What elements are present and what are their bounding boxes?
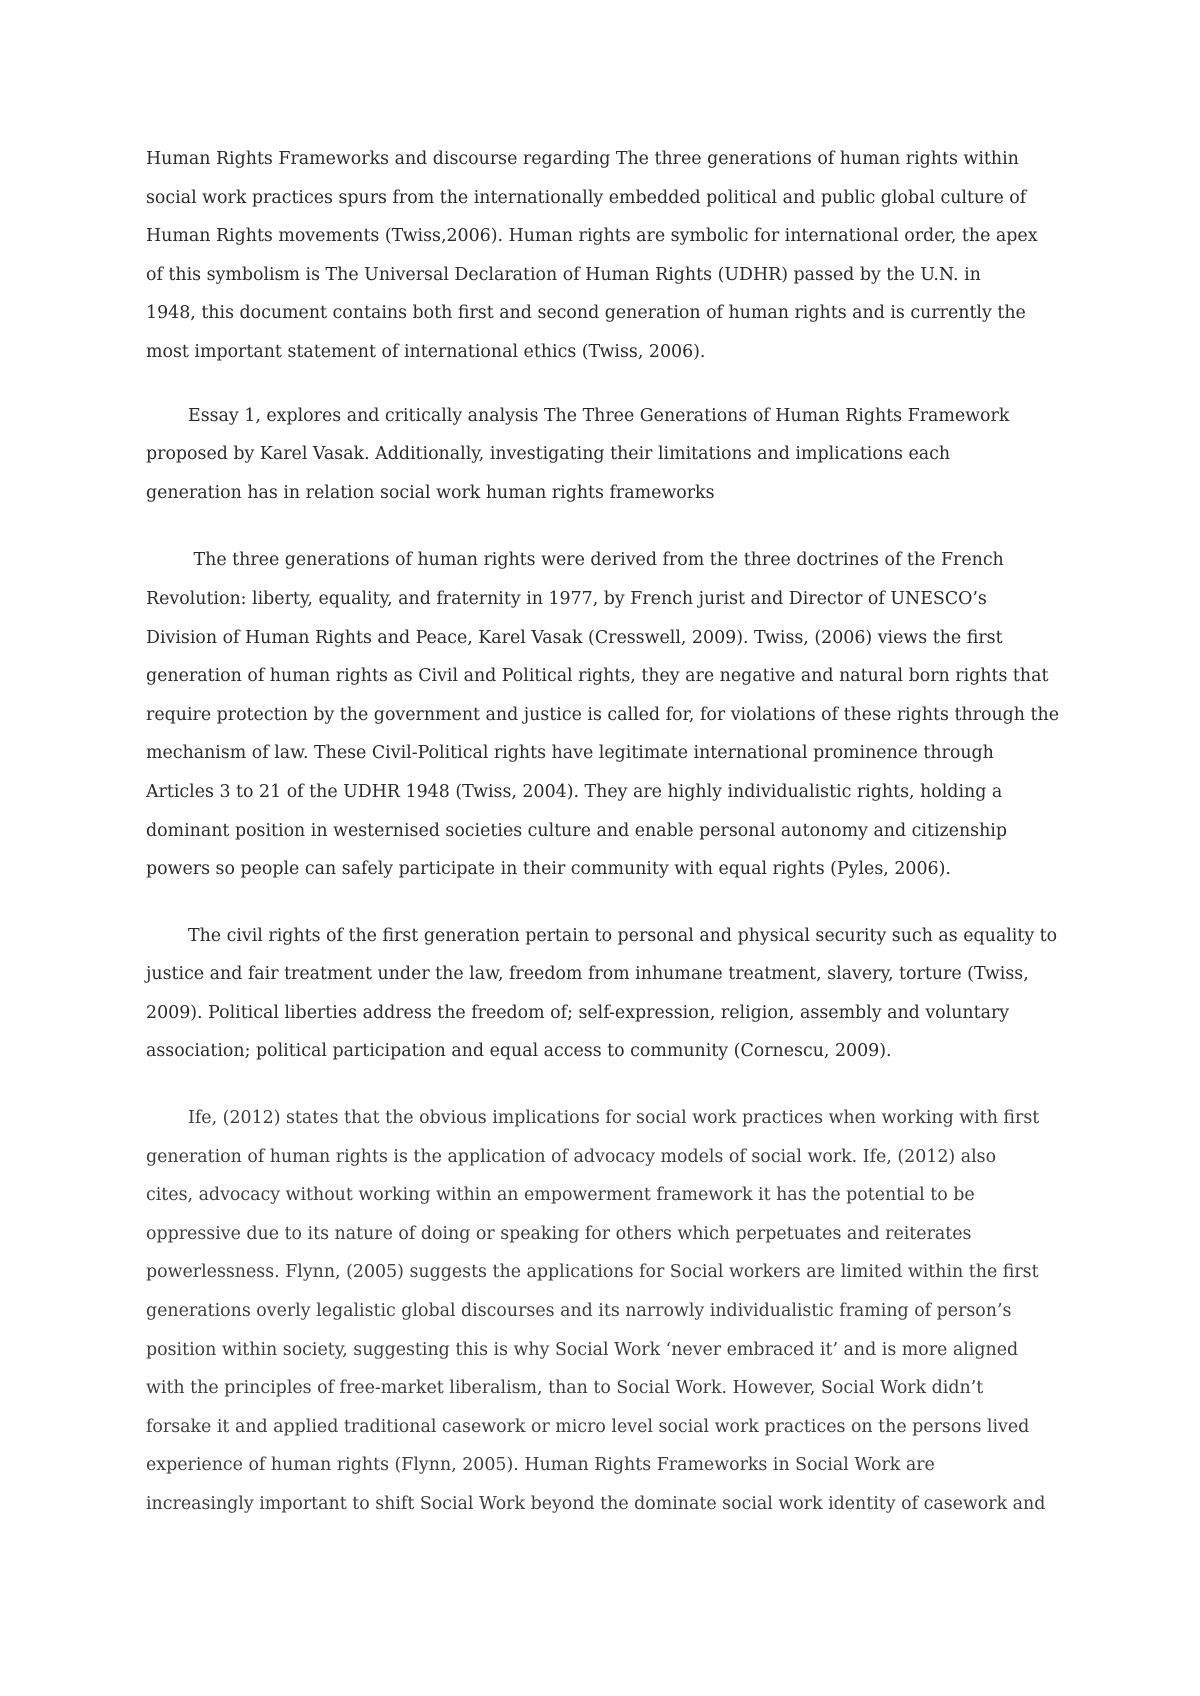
text-line: cites, advocacy without working within an empowerment framework it has the potential to be [146,1185,975,1206]
text-line: dominant position in westernised societies culture and enable personal autonomy and citizenship [146,820,1007,841]
text-line: with the principles of free-market liberalism, than to Social Work. However, Social Work didn’t [146,1378,984,1399]
text-line: The three generations of human rights were derived from the three doctrines of the French [188,550,1004,571]
paragraph-three-generations [146,541,1076,888]
text-line: position within society, suggesting this is why Social Work ‘never embraced it’ and is more aligned [146,1339,1019,1360]
text-line: 1948, this document contains both first and second generation of human rights and is currently the [146,303,1026,324]
text-line: generation has in relation social work human rights frameworks [146,482,715,503]
paragraph-civil-rights [146,917,1076,1071]
text-line: Articles 3 to 21 of the UDHR 1948 (Twiss, 2004). They are highly individualistic rights, holding a [146,781,1003,802]
text-line: generation of human rights as Civil and Political rights, they are negative and natural born rights that [146,666,1049,687]
paragraph-introduction [146,140,1076,372]
text-line: 2009). Political liberties address the freedom of; self-expression, religion, assembly and voluntary [146,1002,1010,1023]
document-body [146,140,1076,1524]
text-line: generations overly legalistic global discourses and its narrowly individualistic framing of person’s [146,1301,1012,1322]
text-line: require protection by the government and justice is called for, for violations of these rights through the [146,704,1059,725]
paragraph-essay-scope [146,397,1076,513]
text-line: association; political participation and equal access to community (Cornescu, 2009). [146,1041,892,1062]
text-line: Ife, (2012) states that the obvious implications for social work practices when working with first [188,1108,1040,1129]
text-line: powers so people can safely participate in their community with equal rights (Pyles, 2006). [146,859,951,880]
text-line: Essay 1, explores and critically analysis The Three Generations of Human Rights Framework [188,405,1010,426]
text-line: most important statement of international ethics (Twiss, 2006). [146,341,706,362]
text-line: experience of human rights (Flynn, 2005). Human Rights Frameworks in Social Work are [146,1455,935,1476]
text-line: The civil rights of the first generation pertain to personal and physical security such as equality to [188,925,1058,946]
text-line: of this symbolism is The Universal Declaration of Human Rights (UDHR) passed by the U.N. in [146,264,981,285]
text-line: generation of human rights is the application of advocacy models of social work. Ife, (2012) also [146,1146,997,1167]
text-line: oppressive due to its nature of doing or speaking for others which perpetuates and reiterates [146,1223,972,1244]
paragraph-social-work-implications [146,1099,1076,1524]
text-line: increasingly important to shift Social Work beyond the dominate social work identity of casework and [146,1494,1046,1514]
text-line: Human Rights Frameworks and discourse regarding The three generations of human rights within [146,149,1019,169]
text-line: proposed by Karel Vasak. Additionally, investigating their limitations and implications each [146,444,951,465]
text-line: justice and fair treatment under the law, freedom from inhumane treatment, slavery, torture (Twiss, [146,964,1029,985]
text-line: Division of Human Rights and Peace, Karel Vasak (Cresswell, 2009). Twiss, (2006) views the first [146,627,1003,648]
text-line: powerlessness. Flynn, (2005) suggests the applications for Social workers are limited within the first [146,1262,1039,1283]
text-line: Human Rights movements (Twiss,2006). Human rights are symbolic for international order, the apex [146,226,1038,247]
text-line: Revolution: liberty, equality, and fraternity in 1977, by French jurist and Director of UNESCO’s [146,588,987,609]
text-line: mechanism of law. These Civil-Political rights have legitimate international prominence through [146,743,994,764]
text-line: social work practices spurs from the internationally embedded political and public global culture of [146,187,1027,208]
text-line: forsake it and applied traditional casework or micro level social work practices on the persons lived [146,1416,1030,1437]
